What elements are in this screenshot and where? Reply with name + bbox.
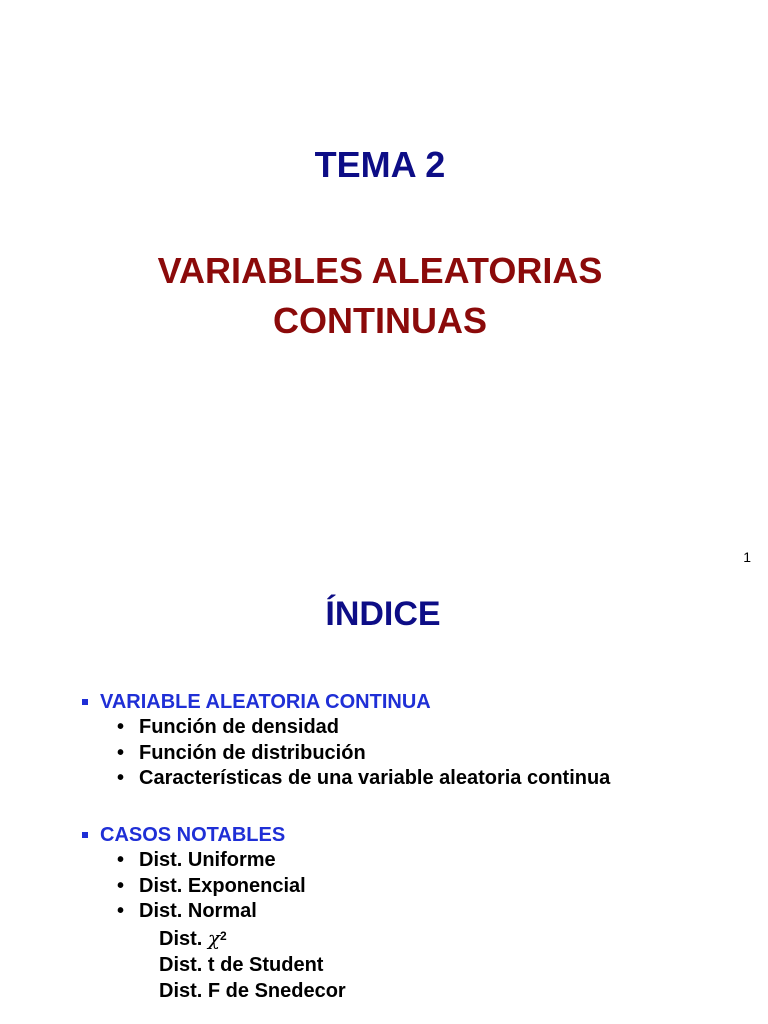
list-item-text: Función de distribución <box>139 741 366 764</box>
list-item <box>80 874 346 900</box>
section-heading <box>80 689 610 715</box>
chi-symbol: χ <box>207 925 221 950</box>
bullet-dot-icon: • <box>117 874 125 897</box>
list-item <box>80 766 610 792</box>
sub-list-item <box>80 925 346 952</box>
square-bullet-icon <box>82 832 88 838</box>
tema-title: TEMA 2 <box>314 144 446 185</box>
bullet-dot-icon: • <box>117 849 125 871</box>
main-title <box>0 246 760 346</box>
indice-title: ÍNDICE <box>325 595 441 633</box>
main-title-line-1: VARIABLES ALEATORIAS <box>157 250 603 291</box>
list-item-text: Función de densidad <box>139 716 340 738</box>
page-number: 1 <box>743 549 751 565</box>
list-item-text: Dist. Normal <box>139 900 257 922</box>
bullet-dot-icon: • <box>117 900 125 922</box>
sub-list-item: Dist. F de Snedecor <box>159 979 346 1002</box>
slide-2 <box>0 576 768 1024</box>
section-casos-notables <box>80 822 346 1004</box>
chi-exponent: 2 <box>220 928 227 943</box>
list-item <box>80 848 346 874</box>
bullet-dot-icon: • <box>117 767 125 789</box>
section-heading-text: CASOS NOTABLES <box>100 824 286 846</box>
list-item-text: Características de una variable aleatoria continua <box>139 767 611 789</box>
list-item <box>80 899 346 925</box>
bullet-dot-icon: • <box>117 741 125 764</box>
list-item-text: Dist. Exponencial <box>139 874 306 897</box>
list-item-text: Dist. Uniforme <box>139 849 276 871</box>
list-item <box>80 715 610 741</box>
section-heading-text: VARIABLE ALEATORIA CONTINUA <box>100 691 431 713</box>
main-title-line-2: CONTINUAS <box>273 300 487 341</box>
sub-list-item: Dist. t de Student <box>159 953 324 976</box>
list-item <box>80 741 610 767</box>
bullet-dot-icon: • <box>117 716 125 738</box>
chi-prefix: Dist. <box>159 927 208 950</box>
section-heading <box>80 822 346 848</box>
square-bullet-icon <box>82 699 88 705</box>
section-variable-aleatoria <box>80 689 610 792</box>
